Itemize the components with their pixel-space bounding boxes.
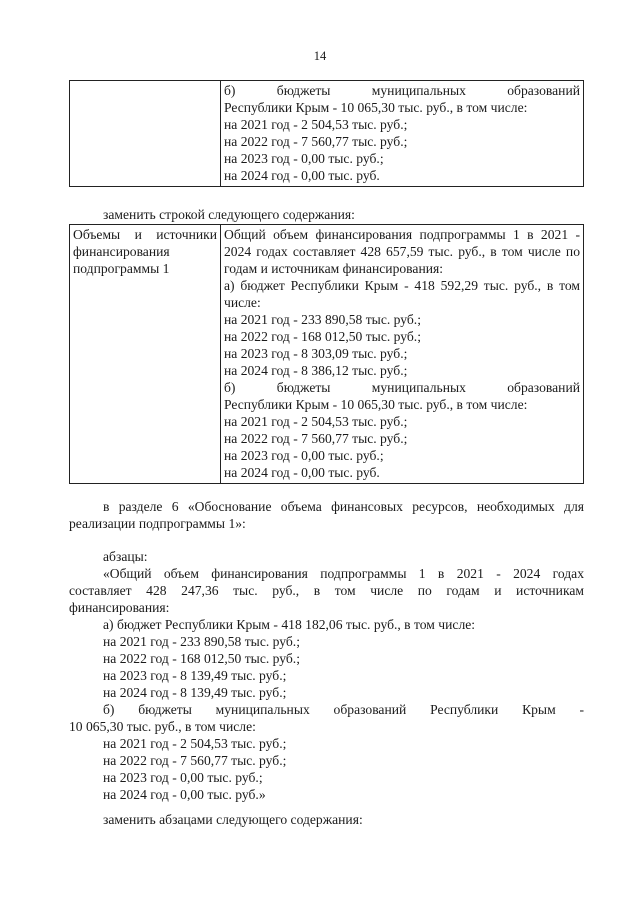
quote-line: на 2024 год - 8 139,49 тыс. руб.; [103,685,287,700]
text-line: на 2024 год - 8 386,12 тыс. руб.; [224,363,408,378]
text-line: Республики Крым - 10 065,30 тыс. руб., в том числе: [224,397,528,412]
table-cell-content [221,81,584,187]
section-intro-line-1: в разделе 6 «Обоснование объема финансовых ресурсов, необходимых для [103,499,584,514]
quote-line: на 2021 год - 233 890,58 тыс. руб.; [103,634,300,649]
replace-paragraphs-text: заменить абзацами следующего содержания: [103,812,363,827]
table-row [70,81,584,187]
text-line: на 2022 год - 7 560,77 тыс. руб.; [224,431,408,446]
text-line: Республики Крым - 10 065,30 тыс. руб., в том числе: [224,100,528,115]
quote-line: на 2022 год - 7 560,77 тыс. руб.; [103,753,287,768]
text-line: на 2023 год - 8 303,09 тыс. руб.; [224,346,408,361]
quote-line: на 2023 год - 8 139,49 тыс. руб.; [103,668,287,683]
text-line: финансирования [73,244,170,259]
text-line: на 2023 год - 0,00 тыс. руб.; [224,448,384,463]
text-line: на 2022 год - 168 012,50 тыс. руб.; [224,329,421,344]
quote-line: б) бюджеты муниципальных образований Республики Крым - [103,702,584,717]
text-line: на 2024 год - 0,00 тыс. руб. [224,465,380,480]
text-line: б) бюджеты муниципальных образований [224,380,580,395]
table-cell-content [221,225,584,484]
table-cell-label [70,225,221,484]
replace-row-text: заменить строкой следующего содержания: [103,207,355,222]
quote-line: финансирования: [69,600,170,615]
old-table [69,80,584,187]
quote-line: 10 065,30 тыс. руб., в том числе: [69,719,256,734]
quote-line: «Общий объем финансирования подпрограммы 1 в 2021 - 2024 годах [103,566,584,581]
table-cell-label [70,81,221,187]
text-line: а) бюджет Республики Крым - 418 592,29 тыс. руб., в том [224,278,580,293]
text-line: подпрограммы 1 [73,261,170,276]
text-line: на 2024 год - 0,00 тыс. руб. [224,168,380,183]
table-row [70,225,584,484]
text-line: числе: [224,295,261,310]
page-number: 14 [313,49,327,63]
text-line: на 2021 год - 233 890,58 тыс. руб.; [224,312,421,327]
text-line: 2024 годах составляет 428 657,59 тыс. руб., в том числе по [224,244,580,259]
section-intro-line-2: реализации подпрограммы 1»: [69,516,246,531]
quote-line: на 2024 год - 0,00 тыс. руб.» [103,787,266,802]
text-line: на 2023 год - 0,00 тыс. руб.; [224,151,384,166]
text-line: годам и источникам финансирования: [224,261,444,276]
quote-line: на 2022 год - 168 012,50 тыс. руб.; [103,651,300,666]
text-line: б) бюджеты муниципальных образований [224,83,580,98]
quote-line: а) бюджет Республики Крым - 418 182,06 тыс. руб., в том числе: [103,617,476,632]
new-table [69,224,584,484]
paragraphs-label: абзацы: [103,549,148,564]
quote-line: составляет 428 247,36 тыс. руб., в том числе по годам и источникам [69,583,584,598]
text-line: Общий объем финансирования подпрограммы 1 в 2021 - [224,227,580,242]
text-line: на 2022 год - 7 560,77 тыс. руб.; [224,134,408,149]
text-line: Объемы и источники [73,227,217,242]
text-line: на 2021 год - 2 504,53 тыс. руб.; [224,117,408,132]
quote-line: на 2023 год - 0,00 тыс. руб.; [103,770,263,785]
text-line: на 2021 год - 2 504,53 тыс. руб.; [224,414,408,429]
quote-line: на 2021 год - 2 504,53 тыс. руб.; [103,736,287,751]
